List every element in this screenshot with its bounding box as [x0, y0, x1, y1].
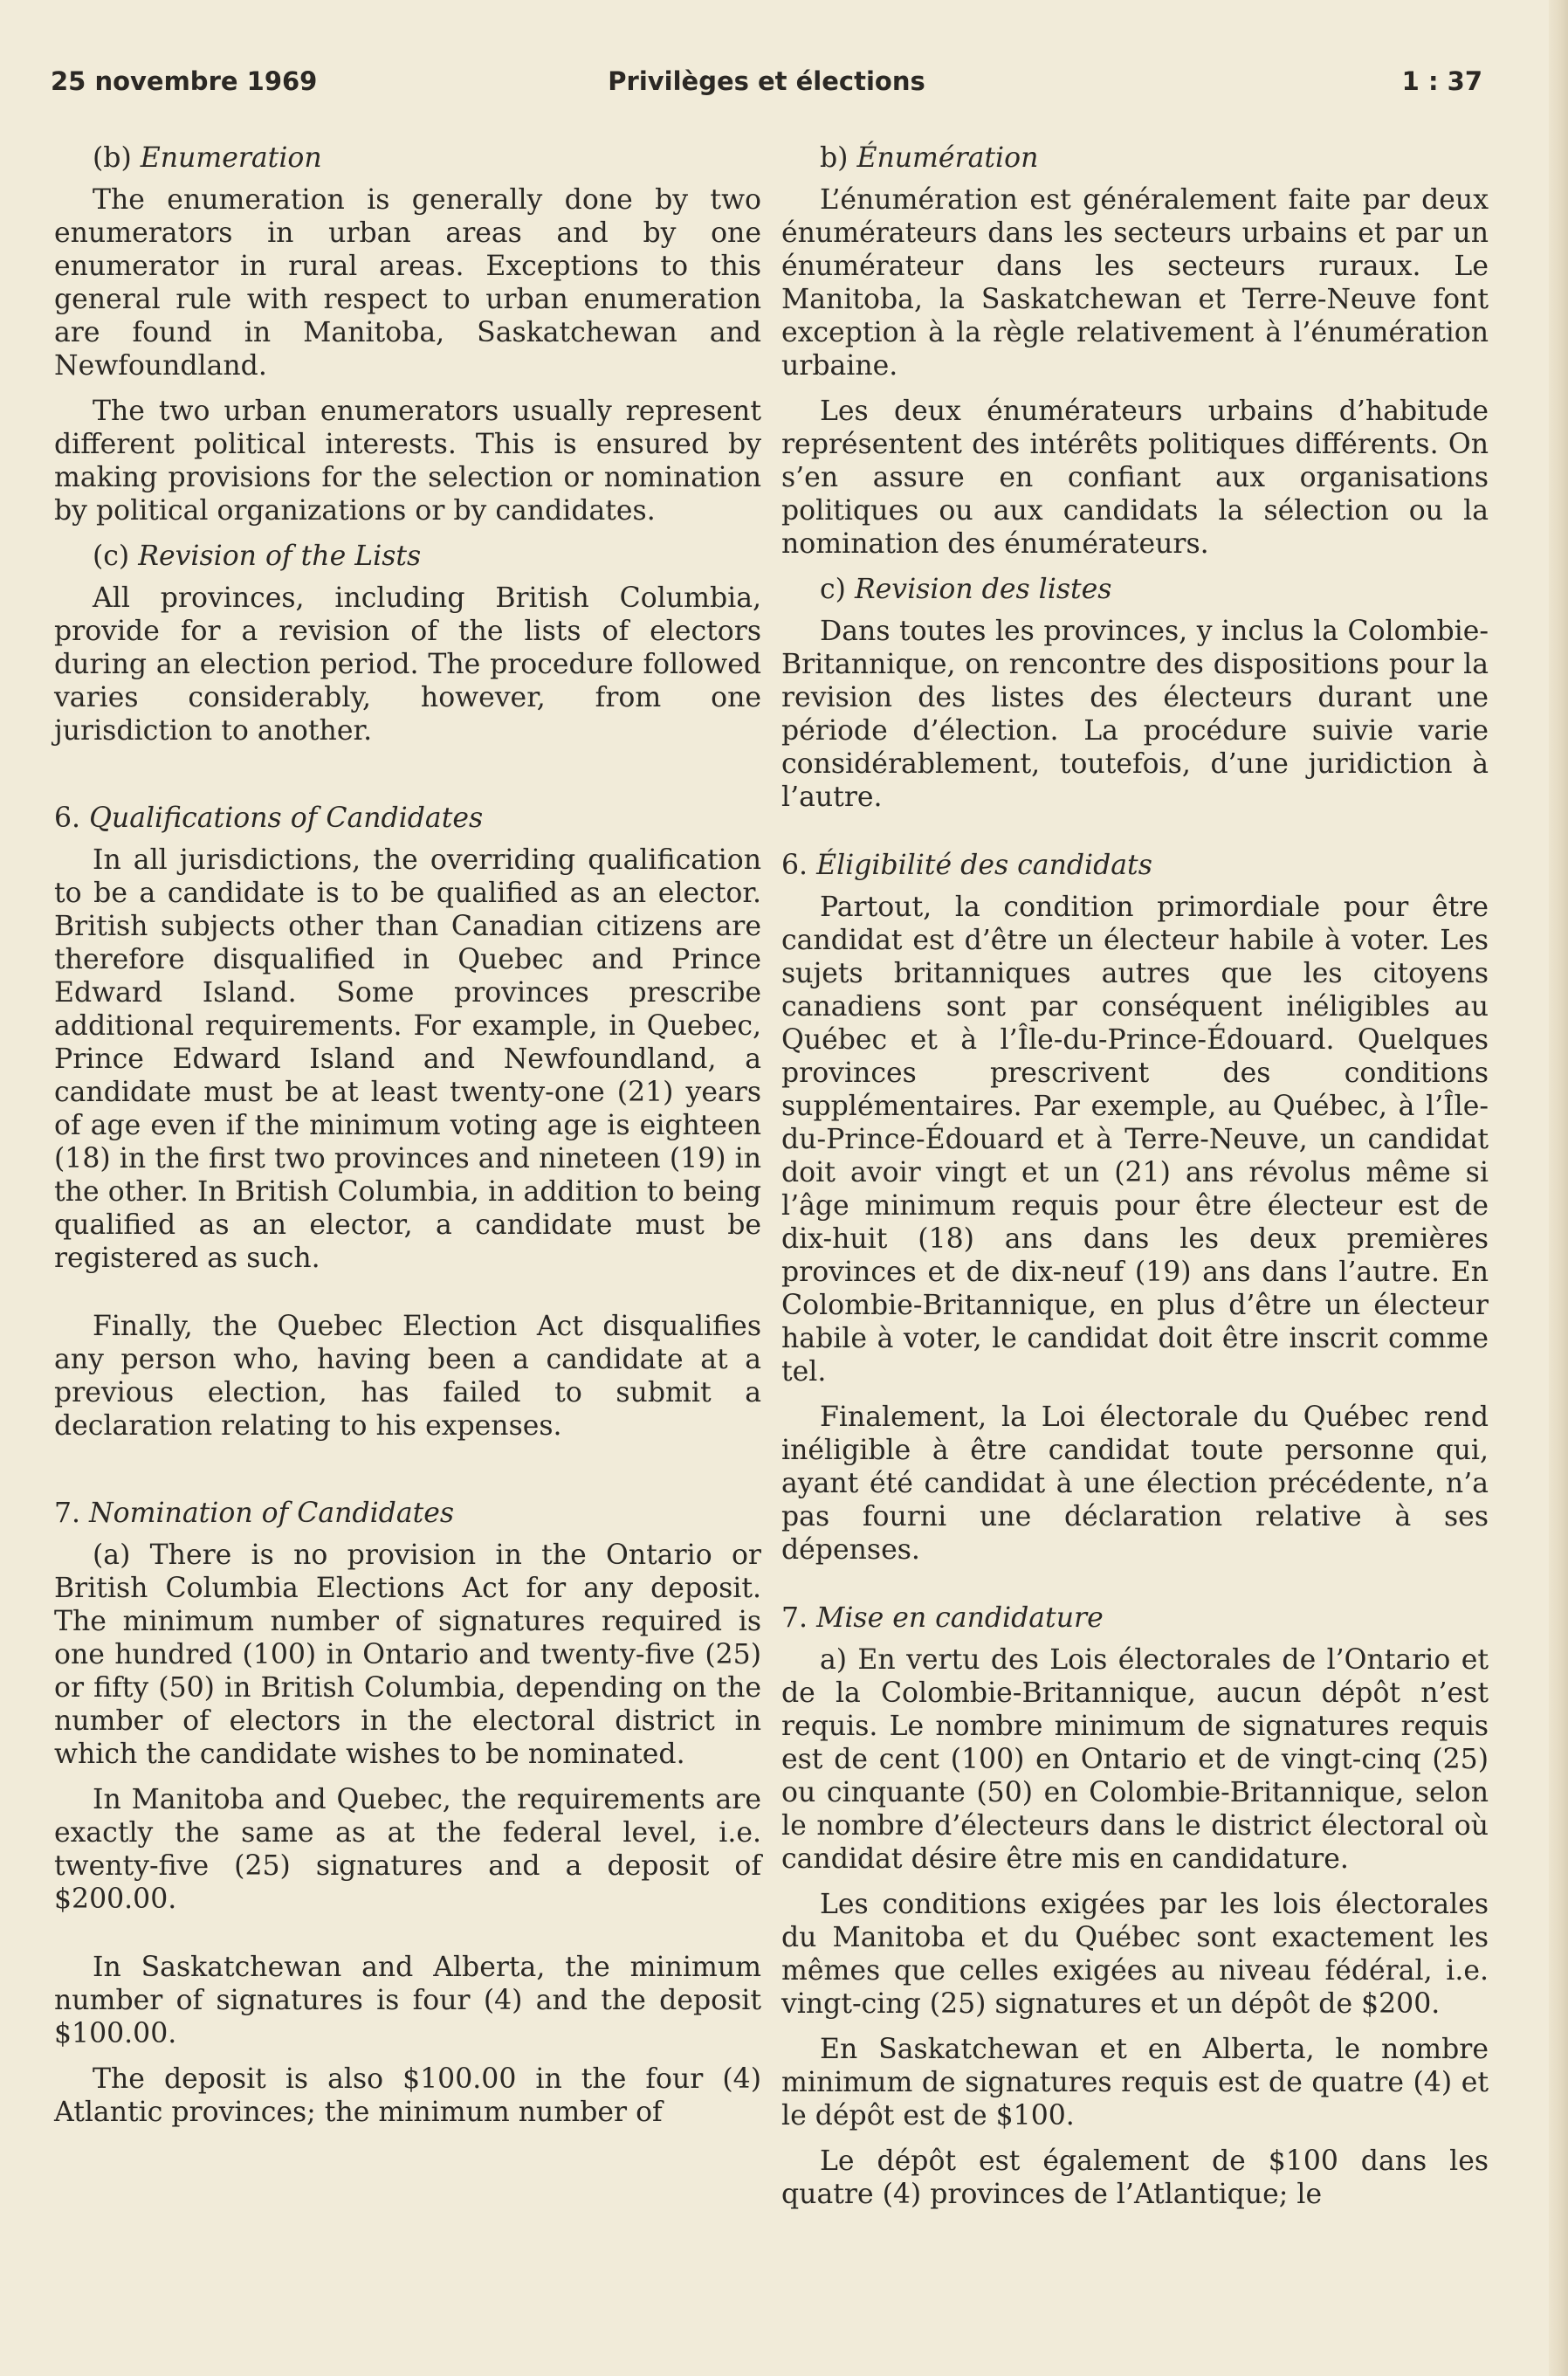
- subsection-number: (c): [93, 541, 130, 572]
- spacer: [54, 1287, 761, 1310]
- subsection-title: Revision of the Lists: [138, 541, 422, 572]
- subsection-heading-enumeration: [781, 141, 1489, 175]
- subsection-number: (b): [93, 142, 132, 174]
- paragraph: The two urban enumerators usually represent different political interests. This is ensured by making provisions for the selection or nomination by political organizations or by candidates.: [54, 396, 761, 527]
- section-title: Éligibilité des candidats: [816, 850, 1152, 881]
- section-title: Mise en candidature: [816, 1602, 1104, 1634]
- paragraph: In Manitoba and Quebec, the requirements are exactly the same as at the federal level, i.e. twenty-five (25) signatures and a deposit of $200.00.: [54, 1784, 761, 1915]
- paragraph: Le dépôt est également de $100 dans les quatre (4) provinces de l’Atlantique; le: [781, 2145, 1489, 2210]
- section-heading-nomination: [54, 1497, 761, 1530]
- page-edge: [1549, 0, 1568, 2376]
- page-number: 1 : 37: [1401, 66, 1482, 96]
- paragraph: Dans toutes les provinces, y inclus la Colombie-Britannique, on rencontre des dispositions pour la revision des listes des électeurs durant une période d’élection. La procédure suivie varie considérablement, toutefois, d’une juridiction à l’autre.: [781, 616, 1489, 813]
- section-number: 7.: [54, 1498, 81, 1529]
- paragraph: Finalement, la Loi électorale du Québec rend inéligible à être candidat toute personne qui, ayant été candidat à une élection précédente, n’a pas fourni une déclaration relative à ses dépenses.: [781, 1401, 1489, 1566]
- header-title: Privilèges et élections: [608, 66, 925, 96]
- section-number: 7.: [781, 1602, 808, 1634]
- paragraph: Les conditions exigées par les lois électorales du Manitoba et du Québec sont exactement les mêmes que celles exigées au niveau fédéral, i.e. vingt-cing (25) signatures et un dépôt de $200.: [781, 1889, 1489, 2020]
- paragraph: L’énumération est généralement faite par deux énumérateurs dans les secteurs urbains et par un énumérateur dans les secteurs ruraux. Le Manitoba, la Saskatchewan et Terre-Neuve font exception à la règle relativement à l’énumération urbaine.: [781, 184, 1489, 382]
- running-header: [51, 66, 1482, 107]
- paragraph: The deposit is also $100.00 in the four (4) Atlantic provinces; the minimum number of: [54, 2063, 761, 2128]
- header-date: 25 novembre 1969: [51, 66, 318, 96]
- paragraph: In all jurisdictions, the overriding qualification to be a candidate is to be qualified as an elector. British subjects other than Canadian citizens are therefore disqualified in Quebec and Prince Edward Island. Some provinces prescribe additional requirements. For example, in Quebec, Prince Edward Island and Newfoundland, a candidate must be at least twenty-one (21) years of age even if the minimum voting age is eighteen (18) in the first two provinces and nineteen (19) in the other. In British Columbia, in addition to being qualified as an elector, a candidate must be registered as such.: [54, 844, 761, 1274]
- subsection-heading-enumeration: [54, 141, 761, 175]
- spacer: [54, 760, 761, 802]
- paragraph: All provinces, including British Columbia, provide for a revision of the lists of electors during an election period. The procedure followed varies considerably, however, from one jurisdiction to another.: [54, 582, 761, 747]
- paragraph: Finally, the Quebec Election Act disqualifies any person who, having been a candidate at a previous election, has failed to submit a declaration relating to his expenses.: [54, 1311, 761, 1442]
- spacer: [54, 1455, 761, 1497]
- french-column: [781, 141, 1489, 2223]
- section-title: Nomination of Candidates: [89, 1498, 455, 1529]
- spacer: [781, 1579, 1489, 1601]
- paragraph: a) En vertu des Lois électorales de l’Ontario et de la Colombie-Britannique, aucun dépôt n’est requis. Le nombre minimum de signatures requis est de cent (100) en Ontario et de vingt-cinq (25) ou cinquante (50) en Colombie-Britannique, selon le nombre d’électeurs dans le district électoral où candidat désire être mis en candidature.: [781, 1644, 1489, 1875]
- subsection-title: Énumération: [856, 142, 1039, 174]
- subsection-number: b): [820, 142, 849, 174]
- paragraph: In Saskatchewan and Alberta, the minimum number of signatures is four (4) and the deposit $100.00.: [54, 1952, 761, 2049]
- subsection-heading-revision: [54, 540, 761, 573]
- paragraph: En Saskatchewan et en Alberta, le nombre minimum de signatures requis est de quatre (4) et le dépôt est de $100.: [781, 2034, 1489, 2132]
- spacer: [54, 1928, 761, 1951]
- subsection-title: Enumeration: [140, 142, 322, 174]
- paragraph: Les deux énumérateurs urbains d’habitude représentent des intérêts politiques différents. On s’en assure en confiant aux organisations politiques ou aux candidats la sélection ou la nomination des énumérateurs.: [781, 396, 1489, 560]
- spacer: [781, 826, 1489, 849]
- paragraph: Partout, la condition primordiale pour être candidat est d’être un électeur habile à voter. Les sujets britanniques autres que les citoyens canadiens sont par conséquent inéligibles au Québec et à l’Île-du-Prince-Édouard. Quelques provinces prescrivent des conditions supplémentaires. Par exemple, au Québec, à l’Île-du-Prince-Édouard et à Terre-Neuve, un candidat doit avoir vingt et un (21) ans révolus même si l’âge minimum requis pour être électeur est de dix-huit (18) ans dans les deux premières provinces et de dix-neuf (19) ans dans l’autre. En Colombie-Britannique, en plus d’être un électeur habile à voter, le candidat doit être inscrit comme tel.: [781, 892, 1489, 1388]
- subsection-title: Revision des listes: [854, 574, 1112, 605]
- paragraph: The enumeration is generally done by two enumerators in urban areas and by one enumerator in rural areas. Exceptions to this general rule with respect to urban enumeration are found in Manitoba, Saskatchewan and Newfoundland.: [54, 184, 761, 382]
- english-column: [54, 141, 761, 2141]
- paragraph: (a) There is no provision in the Ontario or British Columbia Elections Act for any deposit. The minimum number of signatures required is one hundred (100) in Ontario and twenty-five (25) or fifty (50) in British Columbia, depending on the number of electors in the electoral district in which the candidate wishes to be nominated.: [54, 1539, 761, 1770]
- subsection-heading-revision: [781, 573, 1489, 606]
- section-heading-candidature: [781, 1601, 1489, 1635]
- section-heading-eligibility: [781, 849, 1489, 882]
- section-number: 6.: [54, 802, 81, 834]
- section-number: 6.: [781, 850, 808, 881]
- section-title: Qualifications of Candidates: [89, 802, 484, 834]
- subsection-number: c): [820, 574, 846, 605]
- section-heading-qualifications: [54, 802, 761, 835]
